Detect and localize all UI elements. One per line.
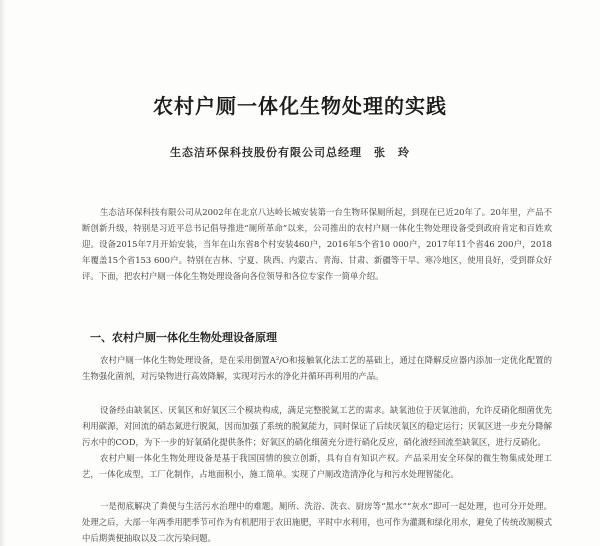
- principle-paragraph-1: 农村户厕一体化生物处理设备，是在采用倒置A²/O和接触氧化法工艺的基础上，通过在降解反应器内添加一定优化配置的生物强化菌剂，对污染物进行高效降解，实现对污水的净化并循环再利用的产品。: [82, 355, 552, 381]
- principle-paragraph-4: 一是彻底解决了粪便与生活污水治理中的难题。厕所、洗浴、洗衣、厨房等“黑水”“灰水”即可一起处理，也可分开处理。处理之后，大部一年两季用肥季节可作为有机肥用于农田施肥，平时中水利用，也可作为灌溉和绿化用水，避免了传统改厕模式中后期粪便抽取以及二次污染问题。: [82, 501, 552, 543]
- scan-edge-shadow: [0, 0, 6, 546]
- intro-paragraph: 生态洁环保科技有限公司从2002年在北京八达岭长城安装第一台生物环保厕所起，到现在已近20年了。20年里，产品不断创新升级，特别是习近平总书记倡导推进“厕所革命”以来，公司推出的农村户厕一体化生物处理设备受到政府肯定和百姓欢迎。设备2015年7月开始安装，当年在山东省8个村安装460户，2016年5个省10 000户，2017年11个省46 200户，2018年覆盖15个省153 600户。特别在吉林、宁夏、陕西、内蒙古、青海、甘肃、新疆等干旱、寒冷地区，使用良好，受到群众好评。下面，把农村户厕一体化生物处理设备向各位领导和各位专家作一简单介绍。: [82, 207, 552, 281]
- author-line: 生态洁环保科技股份有限公司总经理 张 玲: [170, 146, 410, 159]
- principle-paragraph-3: 农村户厕一体化生物处理设备是基于我国国情的独立创新，具有自有知识产权。产品采用安全环保的微生物集成处理工艺，一体化成型，工厂化制作，占地面积小，施工简单。实现了户厕改造清净化与和污水处理智能化。: [82, 453, 552, 479]
- section-heading: 一、农村户厕一体化生物处理设备原理: [90, 331, 277, 344]
- article-title: 农村户厕一体化生物处理的实践: [153, 94, 447, 118]
- principle-paragraph-2: 设备经由缺氧区、厌氧区和好氧区三个模块构成，满足完整脱氮工艺的需求。缺氧池位于厌氧池前，允许反硝化细菌优先利用碳源，对回流的硝态氮进行脱氮，因而加强了系统的脱氮能力，同时保证了后续厌氧区的稳定运行；厌氧区进一步充分降解污水中的COD，为下一步的好氧硝化提供条件；好氧区的硝化细菌充分进行硝化反应，硝化液经回流至缺氧区，进行反硝化。: [82, 405, 552, 447]
